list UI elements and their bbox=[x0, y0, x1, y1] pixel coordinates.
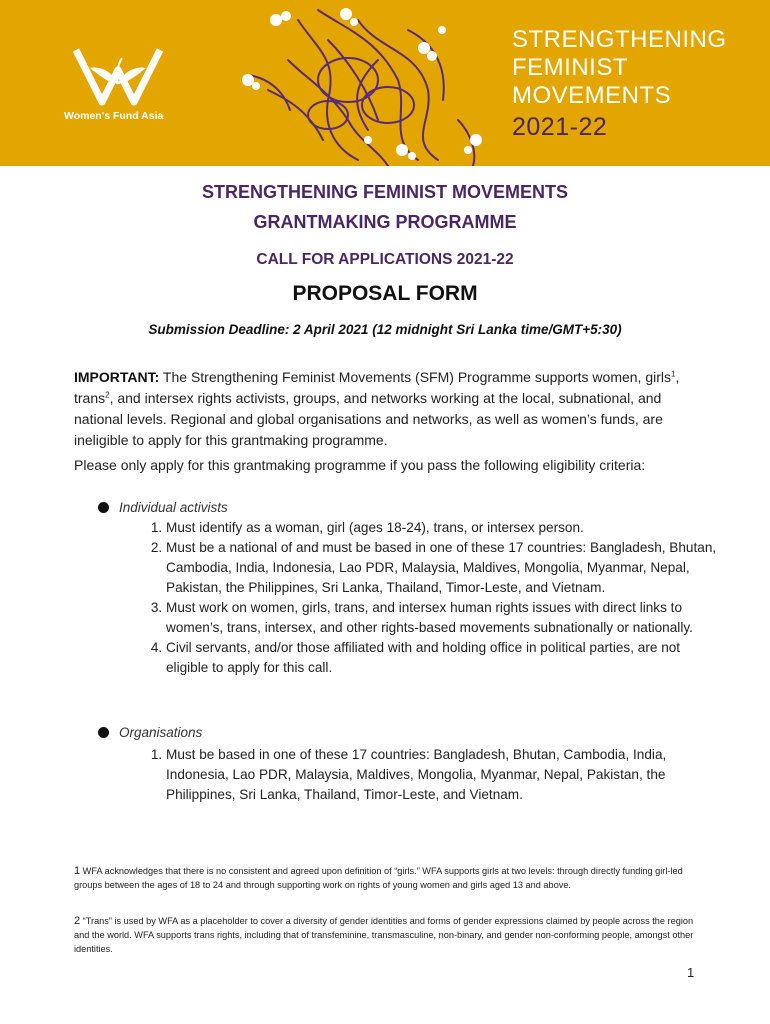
header-banner bbox=[0, 0, 770, 166]
banner-title-line-3: MOVEMENTS bbox=[512, 82, 672, 109]
call-for-applications: CALL FOR APPLICATIONS 2021-22 bbox=[256, 251, 514, 268]
important-paragraph bbox=[74, 367, 696, 451]
bullet-dot-icon bbox=[98, 502, 109, 513]
important-text-3: , and intersex rights activists, groups, and networks working at the local, subnational, and national levels. Regional and global organisations and networks, as well as women’s funds, are ineligible to apply for this grantmaking programme. bbox=[74, 390, 663, 448]
footnote-number: 2 bbox=[74, 915, 81, 927]
page-title: PROPOSAL FORM bbox=[292, 282, 478, 305]
important-text-2: , trans bbox=[74, 369, 680, 406]
footnote-text: WFA acknowledges that there is no consistent and agreed upon definition of “girls.” WFA supports girls at two levels: through directly funding girl-led groups between the ages of 18 to 24 and through supporting work on rights of young women and girls aged 13 and above. bbox=[74, 866, 683, 890]
banner-year: 2021-22 bbox=[512, 113, 608, 141]
footnote-1 bbox=[74, 864, 702, 892]
bullet-dot-icon bbox=[98, 727, 109, 738]
botanical-illustration bbox=[228, 0, 500, 166]
banner-title-line-1: STRENGTHENING bbox=[512, 26, 727, 53]
banner-title bbox=[512, 26, 727, 110]
wfa-logo bbox=[58, 44, 188, 122]
list-item: 3. Must work on women, girls, trans, and intersex human rights issues with direct links to women’s, trans, intersex, and other rights-based movements subnationally or nationally. bbox=[166, 598, 726, 638]
bullet-organisations bbox=[98, 725, 202, 740]
submission-deadline: Submission Deadline: 2 April 2021 (12 midnight Sri Lanka time/GMT+5:30) bbox=[148, 322, 622, 337]
footnote-2 bbox=[74, 914, 702, 956]
list-item: 1. Must identify as a woman, girl (ages 18-24), trans, or intersex person. bbox=[166, 518, 726, 538]
list-item: 4. Civil servants, and/or those affiliated with and holding office in political parties, are not eligible to apply for this call. bbox=[166, 638, 726, 678]
logo-text: Women's Fund Asia bbox=[64, 110, 164, 122]
footnote-text: “Trans” is used by WFA as a placeholder to cover a diversity of gender identities and forms of gender expressions claimed by people across the region and the world. WFA supports trans rights, including that of transfeminine, transmasculine, non-binary, and gender non-conforming people, amongst other identities. bbox=[74, 916, 694, 954]
important-label: IMPORTANT: bbox=[74, 369, 160, 385]
organisation-criteria-list bbox=[140, 745, 726, 805]
organisations-heading: Organisations bbox=[119, 725, 203, 740]
programme-title-line-1: STRENGTHENING FEMINIST MOVEMENTS bbox=[201, 182, 568, 202]
bullet-individual-activists bbox=[98, 500, 228, 515]
important-text-1: The Strengthening Feminist Movements (SFM) Programme supports women, girls bbox=[159, 369, 672, 385]
programme-title-line-2: GRANTMAKING PROGRAMME bbox=[253, 212, 517, 232]
footnote-ref-1: 1 bbox=[671, 369, 676, 379]
list-item: 2. Must be a national of and must be based in one of these 17 countries: Bangladesh, Bhutan, Cambodia, India, Indonesia, Lao PDR, Malaysia, Maldives, Mongolia, Myanmar, Nepal, Pakistan, the Philippines, Sri Lanka, Thailand, Timor-Leste, and Vietnam. bbox=[166, 538, 726, 598]
individual-heading: Individual activists bbox=[119, 500, 228, 515]
individual-criteria-list bbox=[140, 518, 726, 678]
footnote-number: 1 bbox=[74, 865, 81, 877]
eligibility-intro: Please only apply for this grantmaking programme if you pass the following eligibility criteria: bbox=[74, 457, 646, 473]
page-number: 1 bbox=[687, 965, 695, 980]
wfa-logo-icon bbox=[72, 44, 164, 106]
footnote-ref-2: 2 bbox=[105, 390, 110, 400]
list-item: 1. Must be based in one of these 17 countries: Bangladesh, Bhutan, Cambodia, India, Indonesia, Lao PDR, Malaysia, Maldives, Mongolia, Myanmar, Nepal, Pakistan, the Philippines, Sri Lanka, Thailand, Timor-Leste, and Vietnam. bbox=[166, 745, 726, 805]
banner-title-line-2: FEMINIST bbox=[512, 54, 628, 81]
